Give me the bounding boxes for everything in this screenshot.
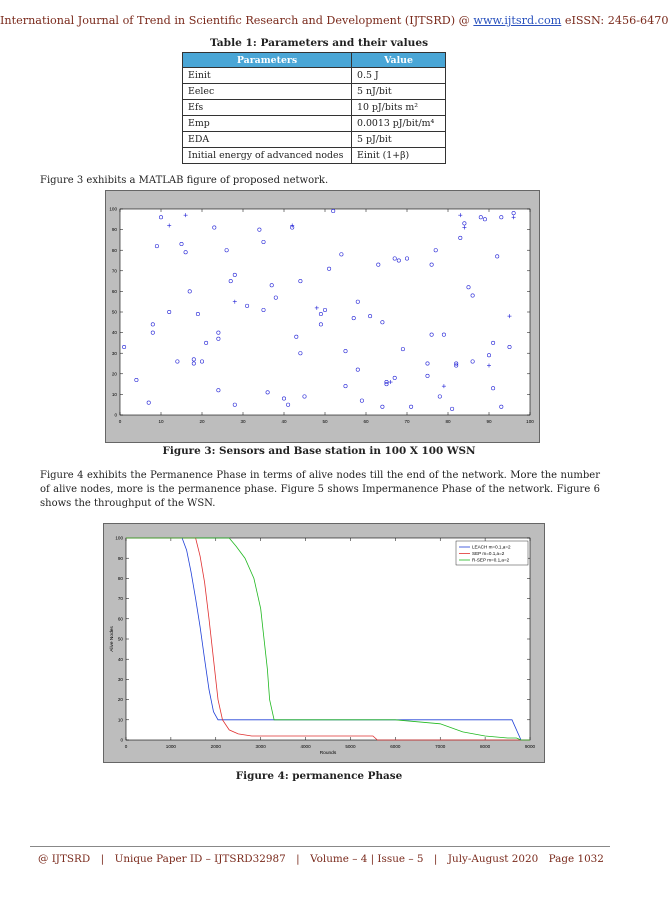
y-tick-label: 0 (114, 412, 117, 418)
value-cell: 10 pJ/bits m² (352, 100, 446, 116)
parameters-table (182, 52, 446, 164)
x-tick-label: 30 (240, 419, 246, 424)
y-tick-label: 90 (117, 555, 123, 561)
journal-website-link[interactable]: www.ijtsrd.com (473, 14, 562, 27)
legend (456, 541, 528, 565)
figure4-caption: Figure 4: permanence Phase (235, 770, 403, 782)
footer-paper-id: Unique Paper ID – IJTSRD32987 (114, 853, 286, 865)
x-tick-label: 3000 (255, 744, 266, 749)
y-tick-label: 80 (117, 576, 123, 581)
param-cell: Efs (183, 100, 352, 116)
y-tick-label: 30 (111, 350, 117, 356)
figure3-caption: Figure 3: Sensors and Base station in 100 X 100 WSN (162, 445, 476, 457)
x-axis-label: Rounds (319, 751, 337, 756)
footer-separator: | (100, 853, 105, 865)
y-tick-label: 50 (117, 636, 123, 642)
y-tick-label: 60 (117, 616, 123, 622)
table-header-parameters: Parameters (183, 53, 352, 68)
y-tick-label: 50 (111, 309, 117, 315)
value-cell: 5 pJ/bit (352, 132, 446, 148)
body-paragraph-figure4: Figure 4 exhibits the Permanence Phase in terms of alive nodes till the end of the network. More the number of alive nodes, more is the permanence phase. Figure 5 shows Impermanence Phase of the network. Figure 6 shows the throughput of the WSN. (40, 470, 600, 509)
y-tick-label: 10 (111, 392, 117, 397)
footer-date: July-August 2020 (447, 853, 539, 865)
table-row (183, 68, 446, 84)
param-cell: Eelec (183, 84, 352, 100)
y-tick-label: 100 (109, 206, 117, 212)
x-tick-label: 2000 (210, 744, 221, 749)
x-tick-label: 70 (404, 419, 410, 424)
x-tick-label: 90 (486, 419, 492, 424)
value-cell: 0.0013 pJ/bit/m⁴ (352, 116, 446, 132)
y-tick-label: 20 (117, 697, 123, 703)
param-cell: EDA (183, 132, 352, 148)
table-row (183, 116, 446, 132)
param-cell: Einit (183, 68, 352, 84)
footer-separator: | (433, 853, 438, 865)
table-row (183, 100, 446, 116)
figure3-svg (106, 191, 539, 442)
plot-area (126, 538, 530, 740)
x-tick-label: 80 (445, 419, 451, 424)
x-tick-label: 60 (363, 419, 369, 424)
y-tick-label: 20 (111, 371, 117, 377)
x-tick-label: 0 (124, 744, 128, 749)
table-row (183, 148, 446, 164)
legend-entry: SEP m=0.1,a=2 (472, 551, 505, 557)
x-tick-label: 1000 (165, 744, 177, 749)
x-tick-label: 40 (281, 419, 287, 424)
x-tick-label: 10 (158, 419, 164, 424)
value-cell: 5 nJ/bit (352, 84, 446, 100)
table-row (183, 84, 446, 100)
y-tick-label: 70 (117, 596, 123, 602)
x-tick-label: 0 (118, 419, 122, 424)
header-suffix: eISSN: 2456-6470 (561, 14, 668, 27)
y-tick-label: 40 (111, 330, 117, 336)
y-tick-label: 90 (111, 227, 117, 233)
x-tick-label: 5000 (345, 744, 356, 749)
y-tick-label: 70 (111, 268, 117, 274)
x-tick-label: 20 (199, 419, 205, 424)
x-tick-label: 9000 (524, 744, 536, 749)
body-paragraph-figure3: Figure 3 exhibits a MATLAB figure of proposed network. (40, 175, 329, 186)
x-tick-label: 50 (322, 419, 328, 424)
footer-separator: | (296, 853, 300, 865)
table-row (183, 132, 446, 148)
figure4-svg (104, 524, 544, 762)
header-prefix: International Journal of Trend in Scientific Research and Development (IJTSRD) @ (0, 14, 474, 27)
table-header-value: Value (352, 53, 446, 68)
y-tick-label: 0 (120, 737, 123, 743)
footer-journal: @ IJTSRD (38, 853, 91, 865)
y-tick-label: 80 (111, 247, 117, 253)
footer-page: Page 1032 (548, 853, 604, 865)
x-tick-label: 7000 (435, 744, 446, 749)
journal-header (0, 14, 668, 27)
y-tick-label: 60 (111, 289, 117, 294)
y-tick-label: 10 (117, 717, 123, 723)
param-cell: Emp (183, 116, 352, 132)
x-tick-label: 4000 (300, 744, 311, 749)
y-tick-label: 40 (117, 656, 123, 662)
figure4-line-chart (103, 523, 545, 763)
footer-volume: Volume – 4 | Issue – 5 (310, 853, 424, 865)
y-axis-label: Alive Nodes (110, 626, 115, 652)
y-tick-label: 30 (117, 677, 123, 682)
value-cell: Einit (1+β) (352, 148, 446, 164)
x-tick-label: 100 (526, 419, 534, 424)
legend-entry: R-SEP m=0.1,a=2 (472, 557, 510, 563)
value-cell: 0.5 J (352, 68, 446, 84)
x-tick-label: 8000 (479, 744, 491, 749)
page-footer (38, 853, 604, 865)
footer-divider (30, 846, 610, 847)
table-caption: Table 1: Parameters and their values (209, 37, 429, 49)
figure3-scatter-plot (105, 190, 540, 443)
y-tick-label: 100 (115, 535, 123, 541)
x-tick-label: 6000 (390, 744, 401, 749)
param-cell: Initial energy of advanced nodes (183, 148, 352, 164)
legend-entry: LEACH m=0.1,a=2 (472, 544, 511, 550)
plot-area (120, 209, 530, 415)
